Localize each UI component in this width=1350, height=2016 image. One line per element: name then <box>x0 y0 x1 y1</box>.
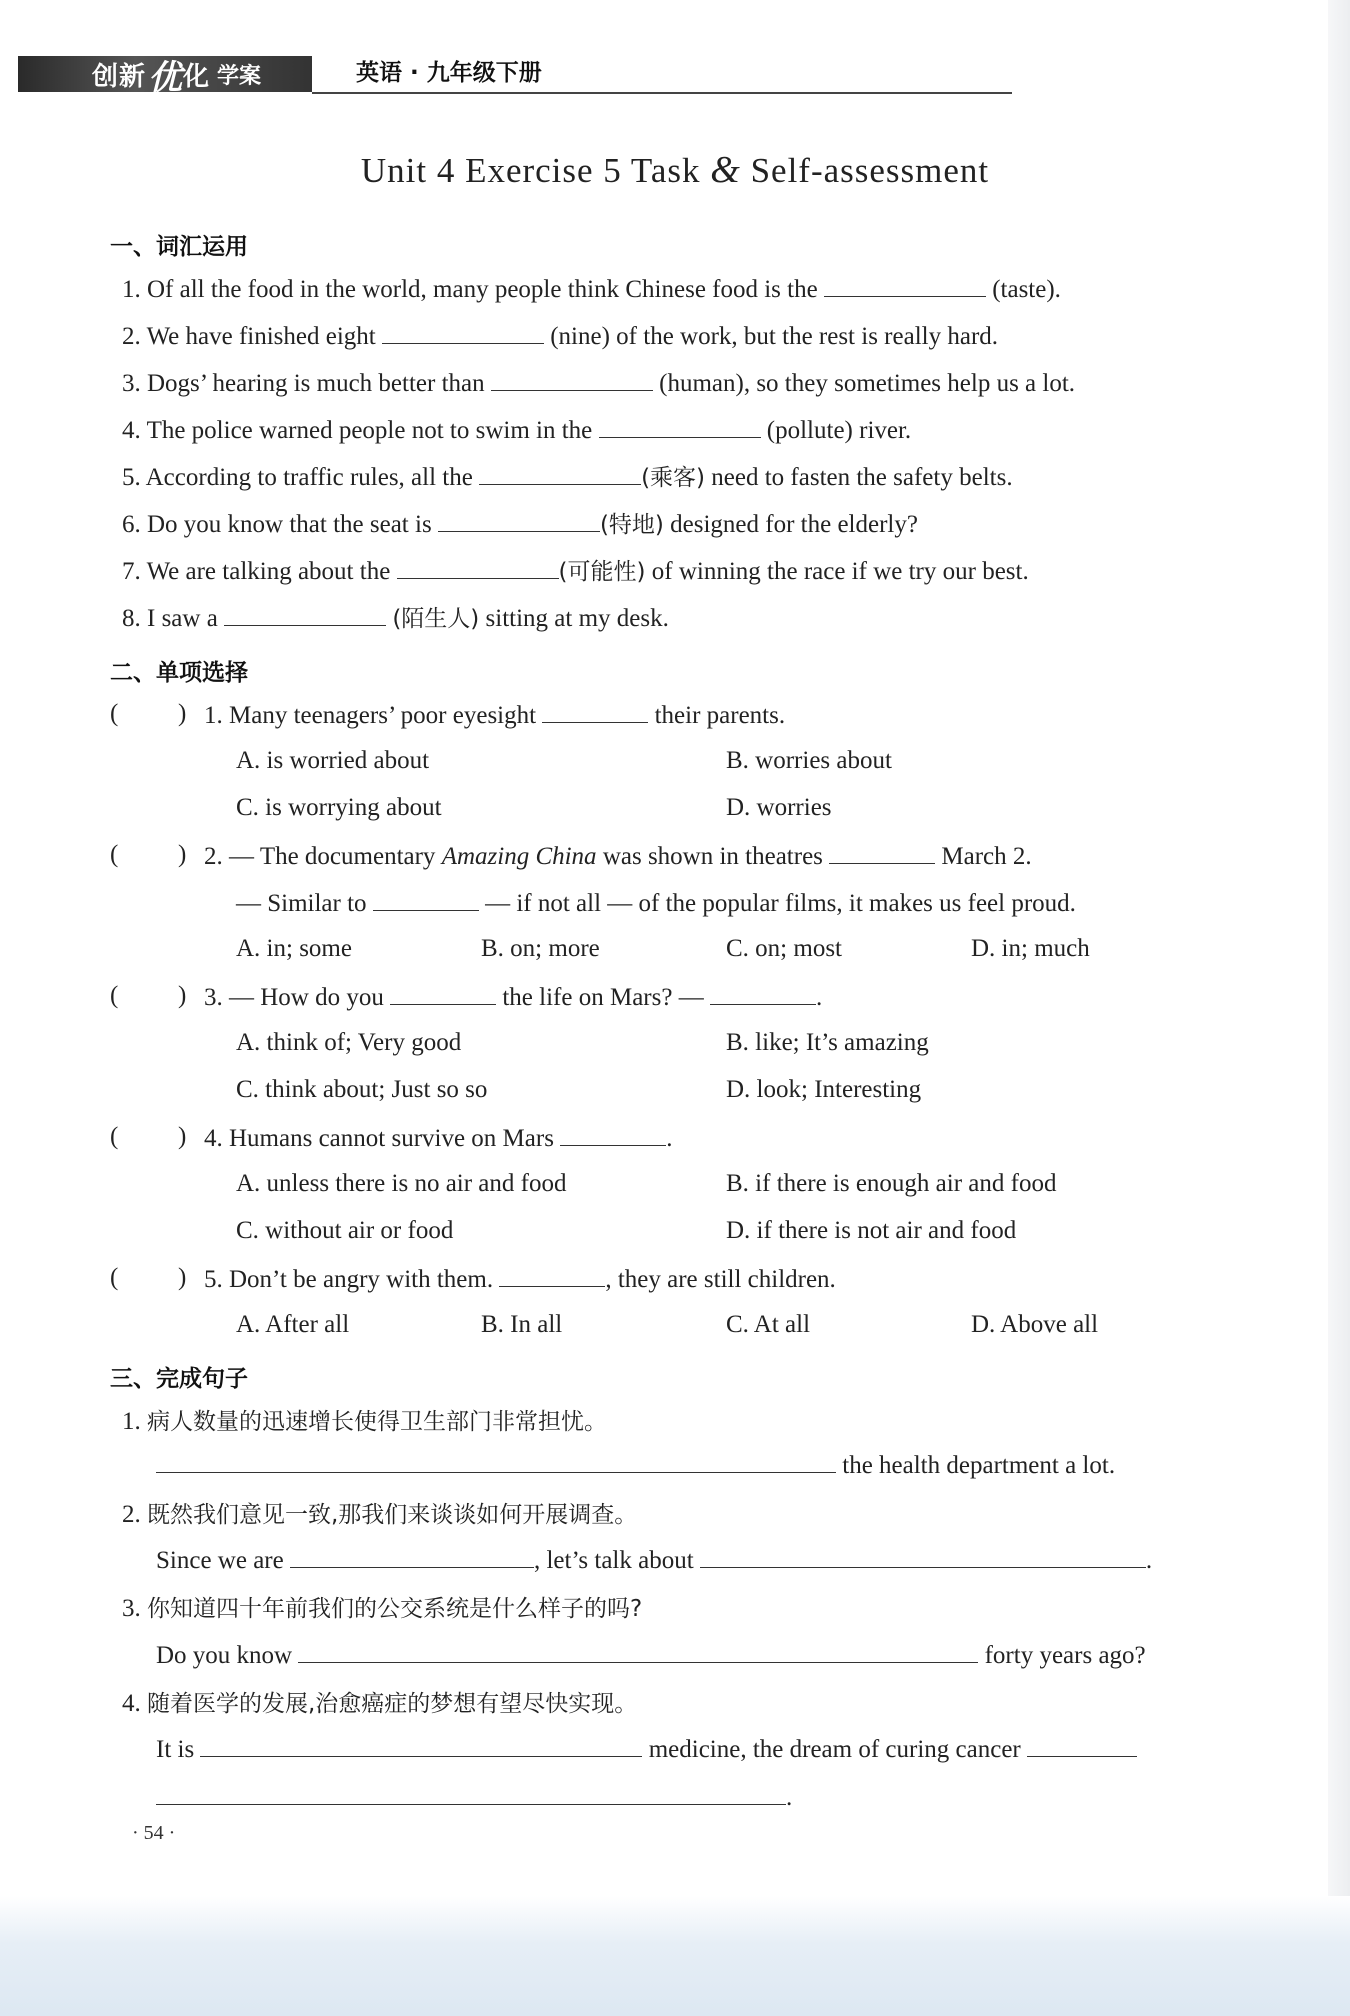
item-hint-cn: (陌生人) <box>392 606 480 632</box>
page-bottom-fade <box>0 1896 1350 2016</box>
vocab-item-2 <box>122 321 998 353</box>
question-text: the life on Mars? — <box>502 984 704 1011</box>
option-a[interactable]: A. is worried about <box>236 747 430 774</box>
item-number: 1. <box>122 276 141 303</box>
option-a[interactable]: A. think of; Very good <box>236 1029 462 1056</box>
item-text: The police warned people not to swim in the <box>146 417 593 444</box>
option-b[interactable]: B. In all <box>481 1311 563 1338</box>
question-number: 4. <box>204 1125 223 1152</box>
title-ampersand: & <box>710 149 741 191</box>
answer-blank[interactable] <box>542 700 648 723</box>
chinese-sentence: 你知道四十年前我们的公交系统是什么样子的吗? <box>147 1596 643 1622</box>
vocab-item-6 <box>122 509 918 541</box>
item-hint-cn: (乘客) <box>641 465 706 491</box>
answer-blank[interactable] <box>200 1734 642 1757</box>
item-hint: (taste). <box>992 276 1061 303</box>
question-text: The documentary <box>259 843 436 870</box>
item-text-after: need to fasten the safety belts. <box>711 464 1013 491</box>
answer-blank[interactable] <box>290 1545 534 1568</box>
item-number: 2. <box>122 1501 141 1528</box>
answer-blank[interactable] <box>599 415 761 438</box>
answer-paren-close: ) <box>178 982 187 1009</box>
item-number: 3. <box>122 1595 141 1622</box>
question-text-after: their parents. <box>654 702 786 729</box>
vocab-item-3 <box>122 368 1075 400</box>
option-a[interactable]: A. in; some <box>236 935 352 962</box>
answer-blank[interactable] <box>397 556 559 579</box>
answer-blank[interactable] <box>390 982 496 1005</box>
answer-blank[interactable] <box>700 1545 1146 1568</box>
dialogue-dash: — <box>229 843 254 870</box>
brand-text-4: 学案 <box>217 63 262 89</box>
answer-blank[interactable] <box>156 1450 836 1473</box>
answer-blank[interactable] <box>829 841 935 864</box>
answer-paren-open: ( <box>110 982 119 1009</box>
option-c[interactable]: C. At all <box>726 1311 811 1338</box>
item-text: Do you know that the seat is <box>147 511 432 538</box>
question-number: 5. <box>204 1266 223 1293</box>
question-end: . <box>666 1125 673 1152</box>
sentence-text: Since we are <box>156 1547 284 1574</box>
option-c[interactable]: C. is worrying about <box>236 794 442 821</box>
vocab-item-4 <box>122 415 911 447</box>
mc-question-3 <box>204 982 822 1014</box>
answer-paren-open: ( <box>110 841 119 868</box>
header-subject: 英语 · 九年级下册 <box>356 60 542 86</box>
answer-blank[interactable] <box>224 603 386 626</box>
option-c[interactable]: C. think about; Just so so <box>236 1076 488 1103</box>
answer-paren-close: ) <box>178 841 187 868</box>
option-d[interactable]: D. look; Interesting <box>726 1076 922 1103</box>
item-text: Of all the food in the world, many people think Chinese food is the <box>147 276 818 303</box>
option-b[interactable]: B. on; more <box>481 935 600 962</box>
answer-blank[interactable] <box>1027 1734 1137 1757</box>
item-number: 6. <box>122 511 141 538</box>
answer-blank[interactable] <box>373 888 479 911</box>
brand-text-3: 化 <box>183 61 210 92</box>
item-hint-cn: (特地) <box>599 512 664 538</box>
item-text: Dogs’ hearing is much better than <box>147 370 485 397</box>
page-title <box>0 148 1350 192</box>
translate-answer-1 <box>156 1450 1115 1482</box>
item-number: 7. <box>122 558 141 585</box>
answer-paren-close: ) <box>178 700 187 727</box>
answer-paren-open: ( <box>110 700 119 727</box>
title-end: Self-assessment <box>750 151 990 190</box>
answer-blank[interactable] <box>824 274 986 297</box>
item-number: 2. <box>122 323 141 350</box>
answer-paren-open: ( <box>110 1123 119 1150</box>
chinese-sentence: 病人数量的迅速增长使得卫生部门非常担忧。 <box>147 1409 607 1435</box>
sentence-text: Do you know <box>156 1642 293 1669</box>
option-a[interactable]: A. unless there is no air and food <box>236 1170 567 1197</box>
item-text: We have finished eight <box>146 323 376 350</box>
answer-blank[interactable] <box>382 321 544 344</box>
question-number: 1. <box>204 702 223 729</box>
page-number: · 54 · <box>132 1822 176 1844</box>
option-d[interactable]: D. worries <box>726 794 832 821</box>
translate-answer-2 <box>156 1545 1152 1577</box>
answer-blank[interactable] <box>479 462 641 485</box>
sentence-text: medicine, the dream of curing cancer <box>648 1736 1021 1763</box>
film-title: Amazing China <box>441 843 597 870</box>
question-text: — How do you <box>229 984 384 1011</box>
page-edge-shadow <box>1328 0 1350 2016</box>
mc-question-2 <box>204 841 1032 873</box>
option-d[interactable]: D. if there is not air and food <box>726 1217 1017 1244</box>
vocab-item-7 <box>122 556 1029 588</box>
mc-question-2-line2 <box>236 888 1076 920</box>
question-text: Many teenagers’ poor eyesight <box>229 702 537 729</box>
question-number: 3. <box>204 984 223 1011</box>
item-text-after: designed for the elderly? <box>670 511 918 538</box>
answer-blank[interactable] <box>491 368 653 391</box>
item-number: 4. <box>122 1690 141 1717</box>
sentence-end: . <box>786 1784 793 1811</box>
brand-banner <box>18 56 312 98</box>
answer-blank[interactable] <box>710 982 816 1005</box>
translate-item-3 <box>122 1593 642 1625</box>
section1-heading: 一、词汇运用 <box>110 234 248 260</box>
brand-text-2: 优 <box>148 57 182 98</box>
option-c[interactable]: C. without air or food <box>236 1217 454 1244</box>
option-a[interactable]: A. After all <box>236 1311 350 1338</box>
translate-item-2 <box>122 1499 637 1531</box>
question-text: — Similar to <box>236 890 367 917</box>
chinese-sentence: 随着医学的发展,治愈癌症的梦想有望尽快实现。 <box>147 1691 638 1717</box>
item-text-after: of winning the race if we try our best. <box>651 558 1029 585</box>
item-hint: (nine) of the work, but the rest is really hard. <box>550 323 999 350</box>
sentence-end: . <box>1145 1547 1153 1574</box>
question-number: 2. <box>204 843 223 870</box>
item-number: 1. <box>122 1408 141 1435</box>
title-main: Unit 4 Exercise 5 Task <box>360 151 701 190</box>
item-hint: (pollute) river. <box>766 417 912 444</box>
question-text: March 2. <box>941 843 1032 870</box>
mc-question-1 <box>204 700 785 732</box>
translate-answer-4 <box>156 1734 1137 1766</box>
translate-item-4 <box>122 1688 637 1720</box>
question-text: Humans cannot survive on Mars <box>229 1125 554 1152</box>
sentence-text: forty years ago? <box>984 1642 1146 1669</box>
item-text: We are talking about the <box>146 558 391 585</box>
section2-heading: 二、单项选择 <box>110 660 248 686</box>
answer-blank[interactable] <box>499 1264 605 1287</box>
mc-question-5 <box>204 1264 836 1296</box>
mc-question-4 <box>204 1123 672 1155</box>
translate-answer-4-line2 <box>156 1782 792 1814</box>
option-d[interactable]: D. Above all <box>971 1311 1099 1338</box>
option-b[interactable]: B. if there is enough air and food <box>726 1170 1057 1197</box>
sentence-text: It is <box>156 1736 195 1763</box>
answer-blank[interactable] <box>298 1640 978 1663</box>
sentence-text: the health department a lot. <box>842 1452 1116 1479</box>
vocab-item-8 <box>122 603 669 635</box>
item-text: According to traffic rules, all the <box>145 464 473 491</box>
item-number: 3. <box>122 370 141 397</box>
answer-paren-open: ( <box>110 1264 119 1291</box>
item-number: 4. <box>122 417 141 444</box>
answer-blank[interactable] <box>560 1123 666 1146</box>
answer-blank[interactable] <box>438 509 600 532</box>
translate-item-1 <box>122 1406 607 1438</box>
option-c[interactable]: C. on; most <box>726 935 842 962</box>
chinese-sentence: 既然我们意见一致,那我们来谈谈如何开展调查。 <box>147 1502 638 1528</box>
item-hint: (human), so they sometimes help us a lot. <box>659 370 1076 397</box>
answer-paren-close: ) <box>178 1123 187 1150</box>
item-text: I saw a <box>147 605 218 632</box>
vocab-item-5 <box>122 462 1013 494</box>
question-text: — if not all — of the popular films, it makes us feel proud. <box>485 890 1076 917</box>
answer-blank[interactable] <box>156 1782 786 1805</box>
option-b[interactable]: B. like; It’s amazing <box>726 1029 929 1056</box>
item-hint-cn: (可能性) <box>558 559 646 585</box>
answer-paren-close: ) <box>178 1264 187 1291</box>
question-text-after: , they are still children. <box>605 1266 836 1293</box>
vocab-item-1 <box>122 274 1061 306</box>
translate-answer-3 <box>156 1640 1146 1672</box>
option-b[interactable]: B. worries about <box>726 747 892 774</box>
header-divider <box>312 92 1012 94</box>
question-end: . <box>815 984 823 1011</box>
question-text: was shown in theatres <box>602 843 823 870</box>
item-number: 8. <box>122 605 141 632</box>
item-text-after: sitting at my desk. <box>485 605 669 632</box>
question-text: Don’t be angry with them. <box>229 1266 494 1293</box>
brand-text-1: 创新 <box>92 61 147 92</box>
sentence-text: , let’s talk about <box>533 1547 694 1574</box>
option-d[interactable]: D. in; much <box>971 935 1090 962</box>
section3-heading: 三、完成句子 <box>110 1366 248 1392</box>
item-number: 5. <box>122 464 141 491</box>
